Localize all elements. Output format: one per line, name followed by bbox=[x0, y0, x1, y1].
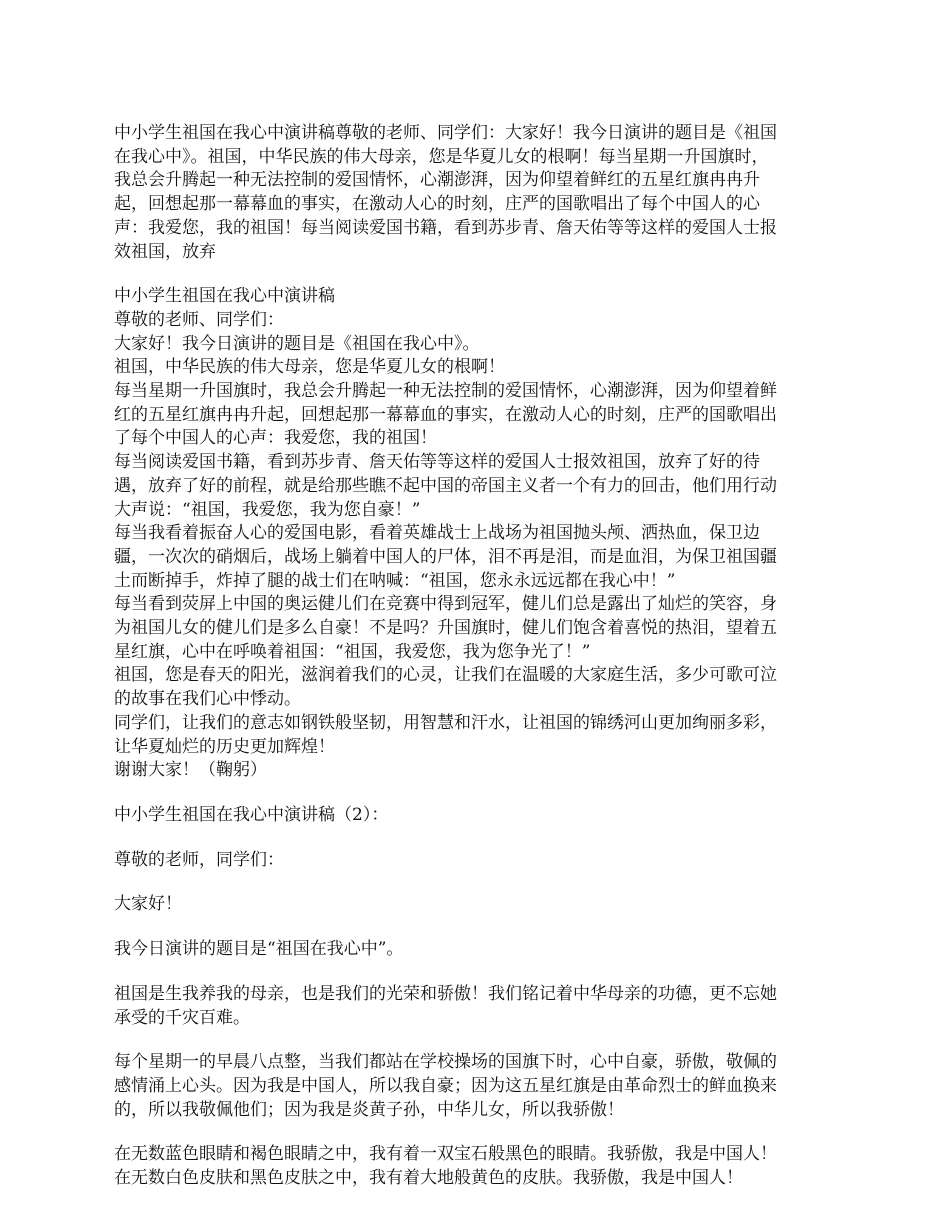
text-line: 承受的千灾百难。 bbox=[114, 1007, 250, 1028]
text-line: 在无数蓝色眼睛和褐色眼睛之中，我有着一双宝石般黑色的眼睛。我骄傲，我是中国人！ bbox=[114, 1144, 777, 1165]
text-line: 让华夏灿烂的历史更加辉煌！ bbox=[114, 736, 335, 757]
text-line: 同学们，让我们的意志如钢铁般坚韧，用智慧和汗水，让祖国的锦绣河山更加绚丽多彩， bbox=[114, 712, 777, 733]
speech-one bbox=[114, 285, 840, 783]
text-line: 疆，一次次的硝烟后，战场上躺着中国人的尸体，泪不再是泪，而是血泪，为保卫祖国疆 bbox=[114, 546, 777, 567]
text-line: 每个星期一的早晨八点整，当我们都站在学校操场的国旗下时，心中自豪，骄傲，敬佩的 bbox=[114, 1052, 777, 1073]
text-line: 在无数白色皮肤和黑色皮肤之中，我有着大地般黄色的皮肤。我骄傲，我是中国人！ bbox=[114, 1168, 743, 1189]
text-line: 星红旗，心中在呼唤着祖国：“祖国，我爱您，我为您争光了！” bbox=[114, 641, 591, 662]
text-line: 祖国是生我养我的母亲，也是我们的光荣和骄傲！我们铭记着中华母亲的功德，更不忘她 bbox=[114, 983, 777, 1004]
text-line: 效祖国，放弃 bbox=[114, 241, 216, 262]
text-line: 大家好！ bbox=[114, 894, 182, 915]
text-line: 每当我看着振奋人心的爱国电影，看着英雄战士上战场为祖国抛头颅、洒热血，保卫边 bbox=[114, 523, 760, 544]
text-line: 的，所以我敬佩他们；因为我是炎黄子孙，中华儿女，所以我骄傲！ bbox=[114, 1099, 624, 1120]
speech-two-paragraph-1 bbox=[114, 983, 840, 1030]
text-line: 谢谢大家！（鞠躬） bbox=[114, 760, 267, 781]
text-line: 大家好！我今日演讲的题目是《祖国在我心中》。 bbox=[114, 333, 480, 354]
text-line: 尊敬的老师，同学们： bbox=[114, 849, 284, 870]
text-line: 中小学生祖国在我心中演讲稿尊敬的老师、同学们：大家好！我今日演讲的题目是《祖国 bbox=[114, 123, 777, 143]
text-line: 每当看到荧屏上中国的奥运健儿们在竞赛中得到冠军，健儿们总是露出了灿烂的笑容，身 bbox=[114, 594, 777, 615]
text-line: 起，回想起那一幕幕血的事实，在激动人心的时刻，庄严的国歌唱出了每个中国人的心 bbox=[114, 194, 760, 215]
text-line: 尊敬的老师、同学们： bbox=[114, 309, 284, 330]
text-line: 感情涌上心头。因为我是中国人，所以我自豪；因为这五星红旗是由革命烈士的鲜血换来 bbox=[114, 1075, 777, 1096]
text-line: 每当阅读爱国书籍，看到苏步青、詹天佑等等这样的爱国人士报效祖国，放弃了好的待 bbox=[114, 452, 760, 473]
text-line: 中小学生祖国在我心中演讲稿（2）： bbox=[114, 804, 389, 825]
text-line: 土而断掉手，炸掉了腿的战士们在呐喊：“祖国，您永永远远都在我心中！” bbox=[114, 570, 676, 591]
speech-two-topic bbox=[114, 938, 840, 962]
text-line: 我总会升腾起一种无法控制的爱国情怀，心潮澎湃，因为仰望着鲜红的五星红旗冉冉升 bbox=[114, 170, 760, 191]
speech-title: 中小学生祖国在我心中演讲稿 bbox=[114, 286, 335, 307]
text-line: 为祖国儿女的健儿们是多么自豪！不是吗？升国旗时，健儿们饱含着喜悦的热泪，望着五 bbox=[114, 618, 777, 639]
text-line: 我今日演讲的题目是“祖国在我心中”。 bbox=[114, 939, 404, 960]
text-line: 红的五星红旗冉冉升起，回想起那一幕幕血的事实，在激动人心的时刻，庄严的国歌唱出 bbox=[114, 404, 777, 425]
speech-two-greeting bbox=[114, 849, 840, 873]
text-line: 声：我爱您，我的祖国！每当阅读爱国书籍，看到苏步青、詹天佑等等这样的爱国人士报 bbox=[114, 217, 777, 238]
speech-two-paragraph-3 bbox=[114, 1143, 840, 1190]
text-line: 遇，放弃了好的前程，就是给那些瞧不起中国的帝国主义者一个有力的回击，他们用行动 bbox=[114, 475, 777, 496]
speech-two-title bbox=[114, 804, 840, 828]
text-line: 每当星期一升国旗时，我总会升腾起一种无法控制的爱国情怀，心潮澎湃，因为仰望着鲜 bbox=[114, 381, 777, 402]
speech-two-paragraph-2 bbox=[114, 1051, 840, 1122]
document-page bbox=[114, 122, 840, 1191]
text-line: 的故事在我们心中悸动。 bbox=[114, 689, 301, 710]
text-line: 祖国，您是春天的阳光，滋润着我们的心灵，让我们在温暖的大家庭生活，多少可歌可泣 bbox=[114, 665, 777, 686]
summary-paragraph bbox=[114, 122, 840, 264]
speech-two-hello bbox=[114, 893, 840, 917]
text-line: 了每个中国人的心声：我爱您，我的祖国！ bbox=[114, 428, 437, 449]
text-line: 祖国，中华民族的伟大母亲，您是华夏儿女的根啊！ bbox=[114, 357, 505, 378]
text-line: 大声说：“祖国，我爱您，我为您自豪！” bbox=[114, 499, 421, 520]
text-line: 在我心中》。祖国，中华民族的伟大母亲，您是华夏儿女的根啊！每当星期一升国旗时， bbox=[114, 146, 769, 167]
